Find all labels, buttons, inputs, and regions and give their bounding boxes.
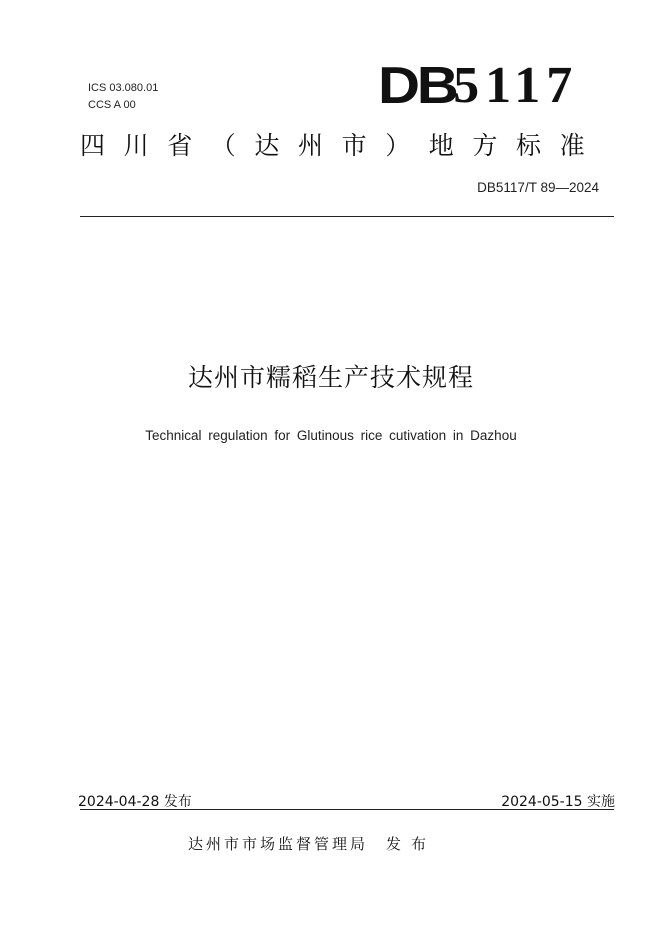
bottom-divider bbox=[80, 809, 614, 810]
publisher-name: 达州市市场监督管理局 bbox=[188, 835, 369, 853]
ics-code: ICS 03.080.01 bbox=[88, 82, 159, 94]
ccs-code: CCS A 00 bbox=[88, 99, 136, 111]
document-title-chinese: 达州市糯稻生产技术规程 bbox=[187, 363, 474, 392]
db-logo-number: 5117 bbox=[453, 57, 579, 114]
document-title-english: Technical regulation for Glutinous rice cutivation in Dazhou bbox=[145, 428, 517, 443]
standard-type-heading: 四川省（达州市）地方标准 bbox=[80, 131, 604, 160]
publisher-line bbox=[188, 833, 436, 854]
implementation-date: 2024-05-15 实施 bbox=[501, 794, 615, 810]
classification-codes bbox=[88, 80, 158, 114]
top-divider bbox=[80, 216, 614, 217]
db-logo-letters: DB bbox=[378, 57, 456, 115]
issue-date: 2024-04-28 发布 bbox=[78, 794, 192, 810]
db-standard-logo bbox=[378, 56, 579, 115]
standard-number: DB5117/T 89—2024 bbox=[477, 180, 599, 195]
publisher-verb: 发布 bbox=[386, 835, 437, 853]
